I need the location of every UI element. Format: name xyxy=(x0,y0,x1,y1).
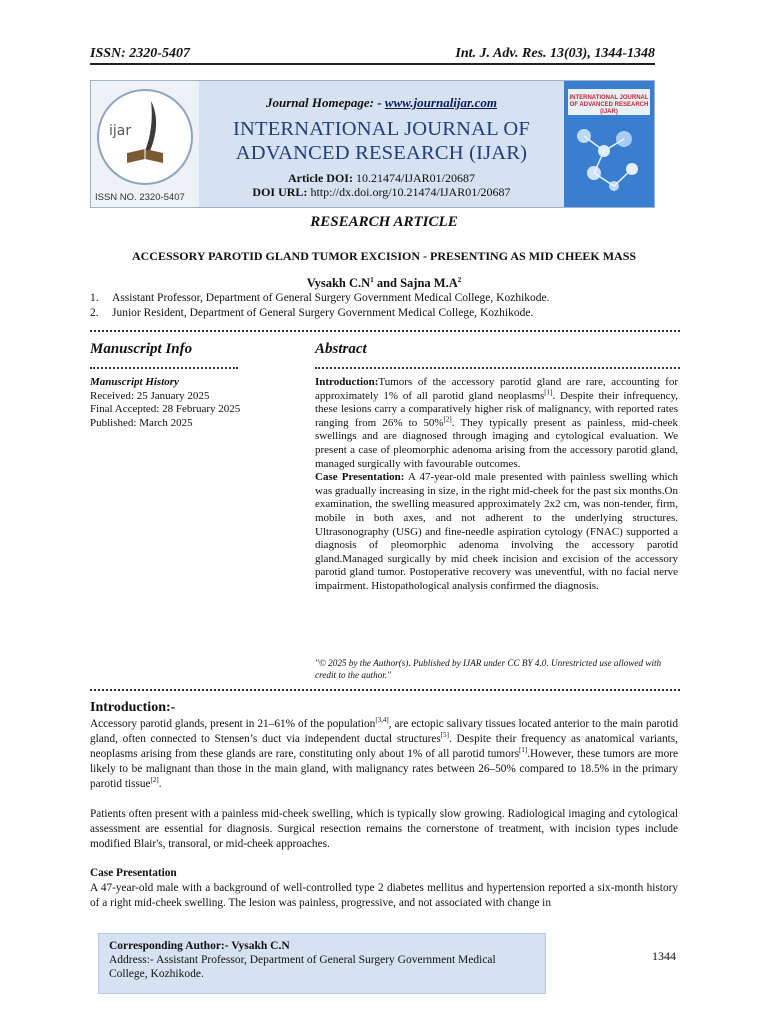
manuscript-history xyxy=(90,376,240,430)
body-text: . xyxy=(158,778,162,790)
abstract-body xyxy=(315,376,678,594)
dotted-divider xyxy=(90,330,680,336)
cover-title: INTERNATIONAL JOURNAL OF ADVANCED RESEARCH (IJAR) xyxy=(569,95,649,115)
journal-title xyxy=(199,117,564,165)
author-1-sup: 1 xyxy=(370,275,374,284)
affiliation-number: 1. xyxy=(90,292,99,304)
homepage-link[interactable]: www.journalijar.com xyxy=(384,95,498,110)
journal-cover-thumbnail xyxy=(564,81,654,207)
body-text: Accessory parotid glands, present in 21–61% of the population xyxy=(90,718,376,730)
journal-logo xyxy=(91,81,199,207)
page-number: 1344 xyxy=(652,949,676,963)
banner-center xyxy=(199,81,564,207)
article-type: RESEARCH ARTICLE xyxy=(310,214,458,230)
article-doi-value: 10.21474/IJAR01/20687 xyxy=(355,171,475,185)
author-and: and xyxy=(373,276,401,290)
journal-banner xyxy=(90,80,655,208)
history-label: Manuscript History xyxy=(90,376,179,388)
case-presentation-heading: Case Presentation xyxy=(90,867,177,879)
citation-ref[interactable]: [5] xyxy=(440,731,449,740)
affiliation-2 xyxy=(90,307,690,319)
header-rule xyxy=(90,63,655,65)
citation-ref[interactable]: [2] xyxy=(150,776,159,785)
received-date: Received: 25 January 2025 xyxy=(90,389,210,402)
doi-url-label: DOI URL: xyxy=(252,185,311,199)
introduction-paragraph-1 xyxy=(90,717,678,792)
article-title: ACCESSORY PAROTID GLAND TUMOR EXCISION - PRESENTING AS MID CHEEK MASS xyxy=(131,249,637,263)
accepted-date: Final Accepted: 28 February 2025 xyxy=(90,403,241,415)
corresponding-author-label: Corresponding Author:- Vysakh C.N xyxy=(109,940,290,952)
introduction-heading: Introduction:- xyxy=(90,700,176,715)
citation-ref[interactable]: [1] xyxy=(519,746,528,755)
abstract-intro-label: Introduction: xyxy=(315,376,379,388)
affiliation-text: Junior Resident, Department of General Surgery Government Medical College, Kozhikode. xyxy=(112,307,534,319)
logo-text: ijar xyxy=(109,123,132,139)
body-text: , are ectopic salivary tissues located anterior to the main parotid gland, often connected to Stensen’s duct via independent ductal structures xyxy=(90,718,678,745)
manuscript-info-heading: Manuscript Info xyxy=(90,341,193,357)
author-1: Vysakh C.N xyxy=(306,276,371,290)
published-date: Published: March 2025 xyxy=(90,416,193,429)
homepage-label: Journal Homepage: - xyxy=(265,95,385,110)
body-text: . Despite their frequency as anatomical variants, neoplasms arising from these glands are rare, constituting only about 1% of all parotid tumors xyxy=(90,733,678,760)
affiliation-1 xyxy=(90,292,690,304)
abstract-introduction xyxy=(315,376,678,471)
case-presentation-paragraph: A 47-year-old male with a background of well-controlled type 2 diabetes mellitus and hypertension reported a six-month history of a right mid-cheek swelling. The lesion was painless, progressive, and not associated with change in xyxy=(90,882,678,909)
doi-url xyxy=(199,185,564,200)
citation-text: Int. J. Adv. Res. 13(03), 1344-1348 xyxy=(455,46,655,61)
author-2-sup: 2 xyxy=(457,275,462,284)
abstract-case xyxy=(315,471,678,593)
affiliation-text: Assistant Professor, Department of General Surgery Government Medical College, Kozhikode. xyxy=(112,292,550,304)
body-text: .However, these tumors are more likely to be malignant than those in the main gland, with malignancy rates between 26–50% compared to 18.5% in the primary parotid tissue xyxy=(90,748,678,790)
corresponding-author-address: Address:- Assistant Professor, Department of General Surgery Government Medical College, Kozhikode. xyxy=(109,954,496,980)
author-line xyxy=(0,276,768,291)
citation-ref[interactable]: [1] xyxy=(544,387,553,396)
citation-ref[interactable]: [2] xyxy=(443,415,452,424)
issn-text: ISSN: 2320-5407 xyxy=(90,46,190,61)
citation-ref[interactable]: [3,4] xyxy=(375,716,389,725)
abstract-case-label: Case Presentation: xyxy=(315,471,405,484)
abstract-dotted-divider xyxy=(315,367,680,369)
journal-title-line1: INTERNATIONAL JOURNAL OF xyxy=(232,118,531,140)
abstract-intro-text: . They typically present as painless, mid-cheek swellings and are diagnosed through imaging and cytological evaluation. We present a case of pleomorphic adenoma arising from the accessory parotid gland, managed surgically with favourable outcomes. xyxy=(315,416,678,470)
abstract-case-text: A 47-year-old male presented with painless swelling which was gradually increasing in size, in the right mid-cheek for the past six months.On examination, the swelling measured approximately 2x2 cm, was non-tender, firm, mobile in both axes, and not adherent to the underlying structures. Ultrasonography (USG) and fine-needle aspiration cytology (FNAC) supported a diagnosis of pleomorphic adenoma involving the accessory parotid gland.Managed surgically by mid cheek incision and excision of the accessory parotid gland tumor. Postoperative recovery was uneventful, with no facial nerve impairment. Histopathological analysis confirmed the diagnosis. xyxy=(315,471,678,592)
doi-url-value[interactable]: http://dx.doi.org/10.21474/IJAR01/20687 xyxy=(310,185,511,199)
running-header xyxy=(90,46,655,64)
abstract-heading: Abstract xyxy=(315,341,367,357)
logo-issn: ISSN NO. 2320-5407 xyxy=(95,192,185,203)
introduction-paragraph-2: Patients often present with a painless mid-cheek swelling, which is typically slow growing. Radiological imaging and cytological assessment are essential for diagnosis. Surgical resection remains the cornerstone of treatment, with incision types include modified Blair's, transoral, or mid-cheek approaches. xyxy=(90,808,678,850)
article-doi xyxy=(199,171,564,186)
dotted-divider xyxy=(90,689,680,695)
abstract-intro-text: Tumors of the accessory parotid gland are rare, accounting for approximately 1% of all parotid gland neoplasms xyxy=(315,376,678,402)
manuscript-dotted-divider xyxy=(90,367,238,369)
corresponding-author-box xyxy=(98,933,546,994)
affiliation-number: 2. xyxy=(90,307,99,319)
license-note: "© 2025 by the Author(s). Published by IJAR under CC BY 4.0. Unrestricted use allowed with credit to the author." xyxy=(315,658,662,680)
article-doi-label: Article DOI: xyxy=(288,171,356,185)
journal-title-line2: ADVANCED RESEARCH (IJAR) xyxy=(235,142,528,164)
journal-homepage xyxy=(199,95,564,111)
author-2: Sajna M.A xyxy=(400,276,458,290)
abstract-intro-text: . Despite their infrequency, these lesions carry a comparatively higher risk of malignancy, with reported rates ranging from 26% to 50% xyxy=(315,389,678,429)
